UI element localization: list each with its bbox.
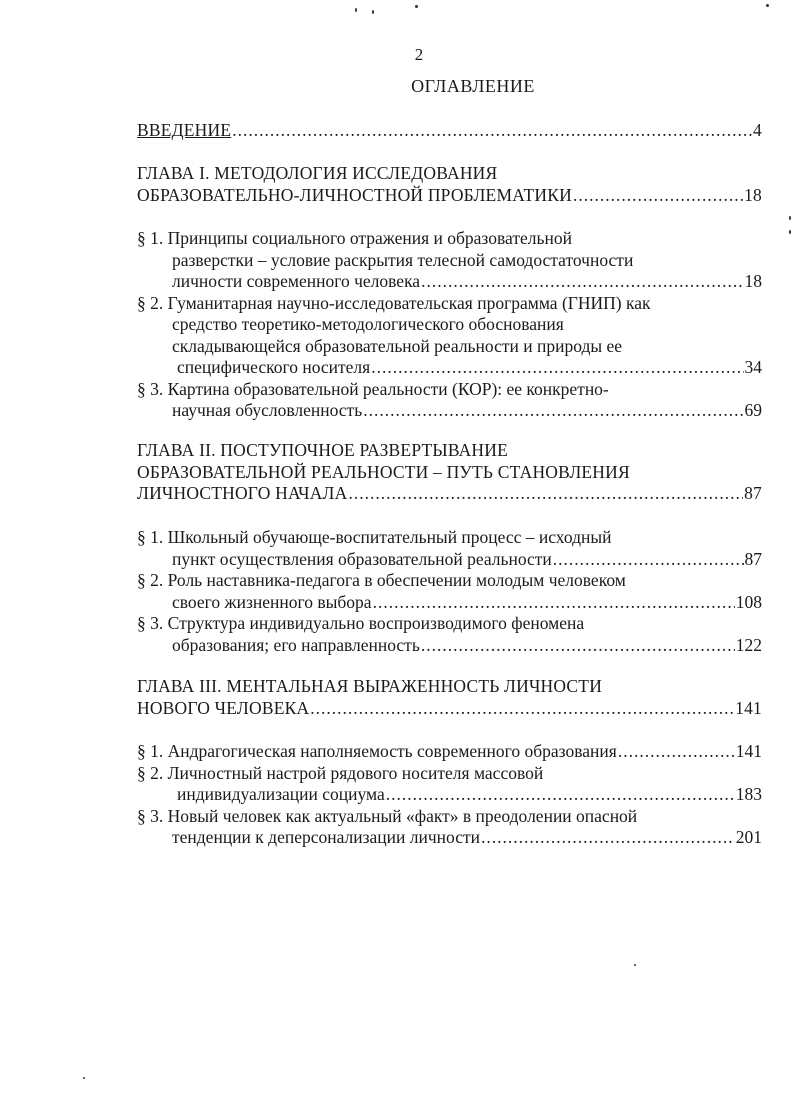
section-last-line	[137, 827, 762, 849]
section-line: § 2. Гуманитарная научно-исследовательская программа (ГНИП) как	[137, 292, 651, 313]
scan-speck	[355, 8, 357, 12]
chapter-title-line: ГЛАВА II. ПОСТУПОЧНОЕ РАЗВЕРТЫВАНИЕ	[137, 440, 508, 460]
section-page: 34	[744, 357, 762, 377]
section-page: 201	[735, 827, 762, 847]
scan-speck	[789, 216, 791, 220]
section-line: § 2. Личностный настрой рядового носителя массовой	[137, 762, 544, 783]
toc-ch3-sections	[137, 741, 762, 849]
toc-chapter-1	[137, 163, 762, 206]
section-last-line	[137, 592, 762, 614]
toc-intro-line	[137, 120, 762, 142]
toc-intro-text: ВВЕДЕНИЕ	[137, 120, 232, 140]
section-text: личности современного человека	[172, 271, 421, 291]
section-line: средство теоретико-методологического обоснования	[172, 314, 564, 334]
section-page: 141	[735, 741, 762, 761]
section-text: § 1. Андрагогическая наполняемость современного образования	[137, 741, 617, 761]
section-page: 183	[735, 784, 762, 804]
chapter-page: 87	[744, 483, 762, 503]
section-line: § 1. Принципы социального отражения и образовательной	[137, 228, 572, 248]
leader-dots	[618, 741, 735, 763]
leader-dots	[363, 400, 743, 422]
toc-intro	[137, 120, 762, 142]
leader-dots	[386, 784, 735, 806]
chapter-title-last-line	[137, 483, 762, 505]
section-page: 87	[744, 548, 762, 569]
section-page: 122	[735, 634, 762, 655]
leader-dots	[373, 592, 735, 614]
leader-dots	[421, 271, 743, 293]
chapter-title-line: ГЛАВА III. МЕНТАЛЬНАЯ ВЫРАЖЕННОСТЬ ЛИЧНОСТИ	[137, 676, 603, 696]
section-page: 108	[735, 591, 762, 612]
leader-dots	[232, 120, 752, 142]
section-line: § 2. Роль наставника-педагога в обеспечении молодым человеком	[137, 570, 626, 590]
toc-chapter-3	[137, 676, 762, 719]
scan-speck	[634, 964, 636, 966]
section-page: 69	[744, 400, 762, 420]
section-last-line	[137, 741, 762, 763]
chapter-title-text: НОВОГО ЧЕЛОВЕКА	[137, 697, 310, 718]
section-text: своего жизненного выбора	[172, 591, 372, 612]
section-page: 18	[744, 271, 762, 291]
page-title: ОГЛАВЛЕНИЕ	[411, 76, 535, 96]
section-text: специфического носителя	[177, 357, 371, 377]
chapter-title-text: ОБРАЗОВАТЕЛЬНО-ЛИЧНОСТНОЙ ПРОБЛЕМАТИКИ	[137, 184, 572, 205]
leader-dots	[481, 827, 735, 849]
chapter-title-last-line	[137, 698, 762, 720]
section-last-line	[137, 784, 762, 806]
chapter-title-line: ГЛАВА I. МЕТОДОЛОГИЯ ИССЛЕДОВАНИЯ	[137, 163, 498, 183]
section-line: § 1. Школьный обучающе-воспитательный процесс – исходный	[137, 527, 612, 547]
leader-dots	[371, 357, 743, 379]
section-last-line	[137, 271, 762, 293]
section-last-line	[137, 400, 762, 422]
section-last-line	[137, 549, 762, 571]
toc-intro-page: 4	[753, 120, 762, 140]
section-text: пункт осуществления образовательной реальности	[172, 548, 552, 569]
leader-dots	[310, 698, 734, 720]
scan-speck	[83, 1077, 85, 1079]
section-line: § 3. Картина образовательной реальности (КОР): ее конкретно-	[137, 378, 609, 399]
page-number: 2	[414, 45, 424, 64]
chapter-page: 18	[744, 184, 762, 205]
scan-speck	[415, 5, 418, 8]
chapter-title-line: ОБРАЗОВАТЕЛЬНОЙ РЕАЛЬНОСТИ – ПУТЬ СТАНОВЛЕНИЯ	[137, 461, 630, 482]
scan-speck	[766, 4, 769, 7]
section-line: разверстки – условие раскрытия телесной самодостаточности	[172, 249, 634, 270]
section-line: § 3. Новый человек как актуальный «факт» в преодолении опасной	[137, 805, 638, 826]
leader-dots	[421, 635, 735, 657]
leader-dots	[348, 483, 743, 505]
section-line: § 3. Структура индивидуально воспроизводимого феномена	[137, 613, 585, 633]
section-line: складывающейся образовательной реальности и природы ее	[172, 335, 623, 356]
scan-speck	[372, 10, 374, 14]
scan-speck	[789, 230, 791, 234]
section-text: образования; его направленность	[172, 634, 420, 655]
leader-dots	[553, 549, 744, 571]
chapter-title-last-line	[137, 185, 762, 207]
toc-ch2-sections	[137, 527, 762, 656]
section-text: тенденции к деперсонализации личности	[172, 827, 481, 847]
section-last-line	[137, 635, 762, 657]
chapter-title-text: ЛИЧНОСТНОГО НАЧАЛА	[137, 483, 348, 503]
section-text: научная обусловленность	[172, 400, 363, 420]
toc-chapter-2	[137, 440, 762, 505]
chapter-page: 141	[735, 697, 762, 718]
section-text: индивидуализации социума	[177, 784, 385, 804]
toc-ch1-sections	[137, 228, 762, 422]
leader-dots	[573, 185, 743, 207]
section-last-line	[137, 357, 762, 379]
